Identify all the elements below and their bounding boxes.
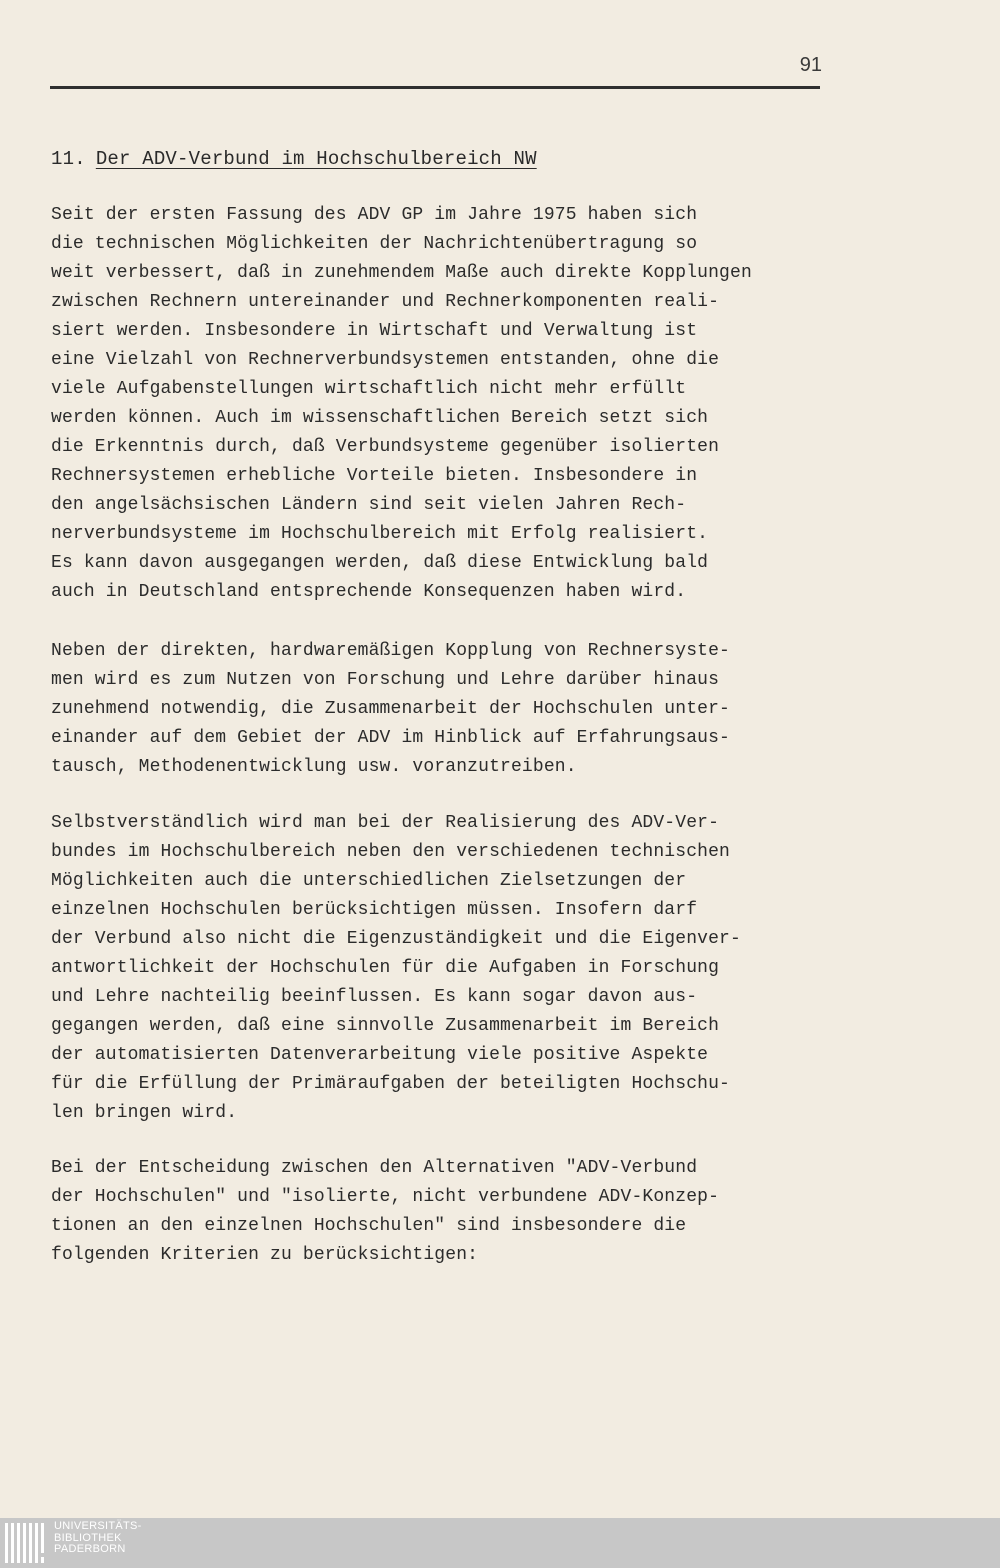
library-barcode-icon [4, 1520, 48, 1566]
text-line: folgenden Kriterien zu berücksichtigen: [51, 1245, 479, 1265]
logo-line: BIBLIOTHEK [54, 1531, 122, 1544]
footer-bar [0, 1518, 1000, 1568]
text-line: Rechnersystemen erhebliche Vorteile bieten. Insbesondere in [51, 466, 698, 486]
text-line: eine Vielzahl von Rechnerverbundsystemen entstanden, ohne die [51, 350, 720, 370]
text-line: Seit der ersten Fassung des ADV GP im Jahre 1975 haben sich [51, 205, 698, 225]
paragraph-4 [51, 1154, 719, 1270]
text-line: Es kann davon ausgegangen werden, daß diese Entwicklung bald [51, 553, 709, 573]
text-line: gegangen werden, daß eine sinnvolle Zusammenarbeit im Bereich [51, 1016, 720, 1036]
text-line: einander auf dem Gebiet der ADV im Hinblick auf Erfahrungsaus- [51, 728, 731, 748]
text-line: der automatisierten Datenverarbeitung viele positive Aspekte [51, 1045, 709, 1065]
section-title: Der ADV-Verbund im Hochschulbereich NW [95, 148, 537, 170]
text-line: Möglichkeiten auch die unterschiedlichen Zielsetzungen der [51, 871, 687, 891]
text-line: bundes im Hochschulbereich neben den verschiedenen technischen [51, 842, 731, 862]
text-line: den angelsächsischen Ländern sind seit vielen Jahren Rech- [51, 495, 687, 515]
text-line: einzelnen Hochschulen berücksichtigen müssen. Insofern darf [51, 900, 698, 920]
text-line: Bei der Entscheidung zwischen den Alternativen "ADV-Verbund [51, 1158, 698, 1178]
library-logo [0, 1518, 150, 1568]
text-line: tausch, Methodenentwicklung usw. voranzutreiben. [51, 757, 577, 777]
text-line: nerverbundsysteme im Hochschulbereich mit Erfolg realisiert. [51, 524, 709, 544]
text-line: Neben der direkten, hardwaremäßigen Kopplung von Rechnersyste- [51, 641, 731, 661]
text-line: weit verbessert, daß in zunehmendem Maße auch direkte Kopplungen [51, 263, 752, 283]
text-line: men wird es zum Nutzen von Forschung und Lehre darüber hinaus [51, 670, 720, 690]
text-line: antwortlichkeit der Hochschulen für die Aufgaben in Forschung [51, 958, 720, 978]
library-logo-text [54, 1521, 142, 1556]
paragraph-2 [51, 637, 730, 782]
text-line: die technischen Möglichkeiten der Nachrichtenübertragung so [51, 234, 698, 254]
text-line: und Lehre nachteilig beeinflussen. Es kann sogar davon aus- [51, 987, 698, 1007]
text-line: siert werden. Insbesondere in Wirtschaft und Verwaltung ist [51, 321, 698, 341]
section-number: 11. [51, 148, 86, 170]
text-line: tionen an den einzelnen Hochschulen" sind insbesondere die [51, 1216, 687, 1236]
text-line: auch in Deutschland entsprechende Konsequenzen haben wird. [51, 582, 687, 602]
text-line: zunehmend notwendig, die Zusammenarbeit der Hochschulen unter- [51, 699, 731, 719]
text-line: zwischen Rechnern untereinander und Rechnerkomponenten reali- [51, 292, 720, 312]
text-line: viele Aufgabenstellungen wirtschaftlich nicht mehr erfüllt [51, 379, 687, 399]
text-line: len bringen wird. [51, 1103, 238, 1123]
text-line: die Erkenntnis durch, daß Verbundsysteme gegenüber isolierten [51, 437, 720, 457]
text-line: für die Erfüllung der Primäraufgaben der beteiligten Hochschu- [51, 1074, 731, 1094]
paragraph-1 [51, 201, 752, 607]
text-line: der Verbund also nicht die Eigenzuständigkeit und die Eigenver- [51, 929, 741, 949]
text-line: der Hochschulen" und "isolierte, nicht verbundene ADV-Konzep- [51, 1187, 720, 1207]
logo-line: PADERBORN [54, 1543, 126, 1555]
page-number: 91 [799, 54, 822, 76]
text-line: werden können. Auch im wissenschaftlichen Bereich setzt sich [51, 408, 709, 428]
paragraph-3 [51, 809, 741, 1128]
logo-line: UNIVERSITÄTS- [54, 1520, 142, 1532]
text-line: Selbstverständlich wird man bei der Realisierung des ADV-Ver- [51, 813, 720, 833]
header-rule [50, 86, 820, 89]
section-heading [51, 148, 537, 170]
